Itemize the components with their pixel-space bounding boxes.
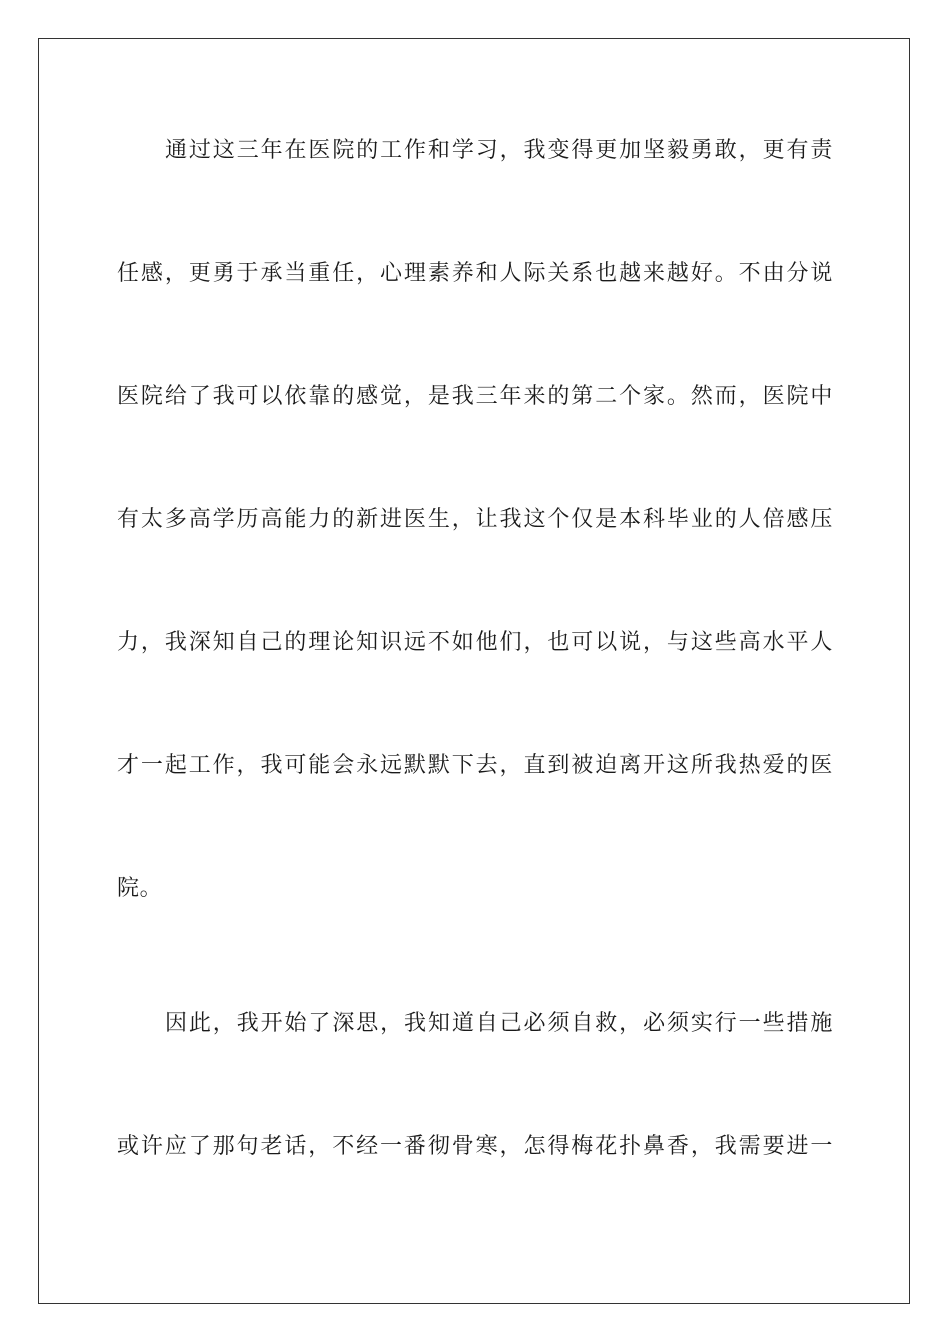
paragraph-1-line-2: 任感，更勇于承当重任，心理素养和人际关系也越来越好。不由分说 (117, 261, 833, 286)
page-border (38, 38, 910, 1304)
paragraph-1-line-6: 才一起工作，我可能会永远默默下去，直到被迫离开这所我热爱的医 (117, 753, 833, 778)
paragraph-1-line-5: 力，我深知自己的理论知识远不如他们，也可以说，与这些高水平人 (117, 630, 833, 655)
paragraph-2-line-1: 因此，我开始了深思，我知道自己必须自救，必须实行一些措施 (165, 1011, 833, 1036)
paragraph-1-line-3: 医院给了我可以依靠的感觉，是我三年来的第二个家。然而，医院中 (117, 384, 833, 409)
paragraph-1-line-4: 有太多高学历高能力的新进医生，让我这个仅是本科毕业的人倍感压 (117, 507, 833, 532)
paragraph-2-line-2: 或许应了那句老话，不经一番彻骨寒，怎得梅花扑鼻香，我需要进一 (117, 1134, 833, 1159)
paragraph-1-line-1: 通过这三年在医院的工作和学习，我变得更加坚毅勇敢，更有责 (165, 138, 833, 163)
paragraph-1-line-7: 院。 (117, 876, 163, 901)
